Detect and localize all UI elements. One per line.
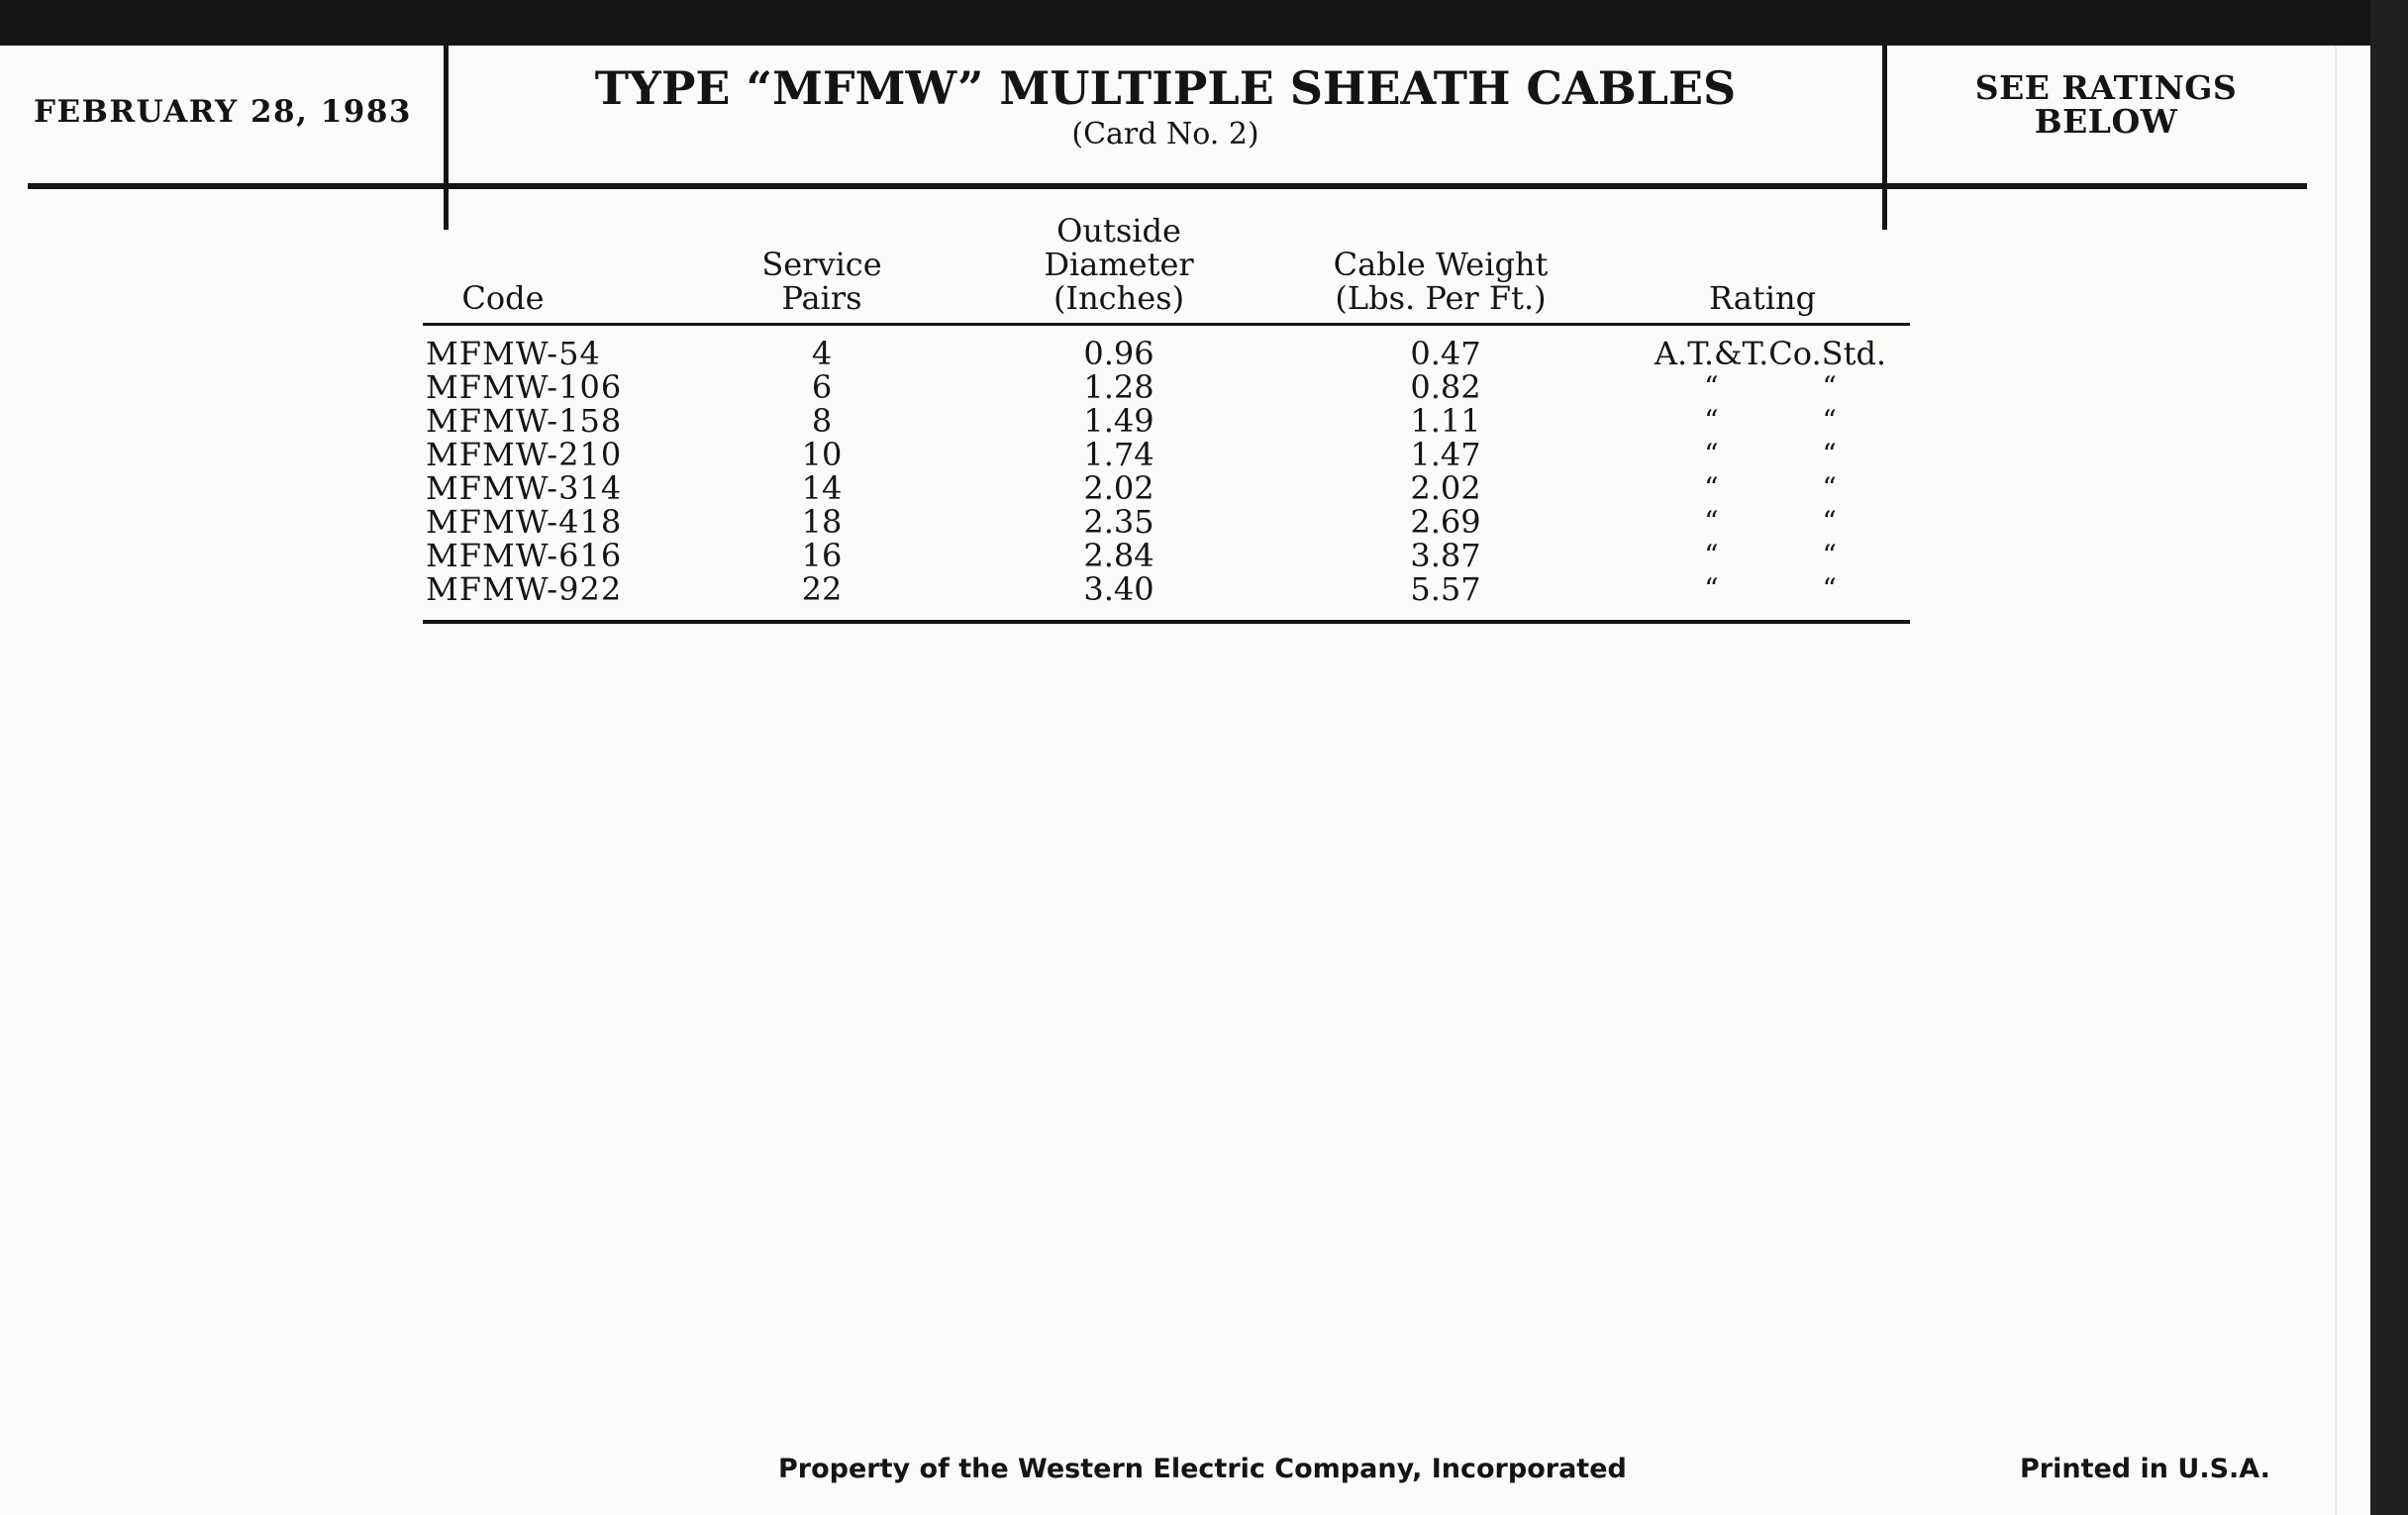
cell-rating-ditto: “ “ [1704, 404, 1837, 437]
cell-code: MFMW-418 [426, 503, 623, 541]
table-row [424, 572, 1909, 606]
cell-weight: 2.69 [1410, 503, 1481, 541]
footer-printed: Printed in U.S.A. [2020, 1454, 2270, 1484]
column-header-weight-line1: Cable Weight [1333, 246, 1549, 283]
cell-weight: 1.11 [1410, 402, 1481, 440]
cell-rating-ditto: “ “ [1704, 370, 1837, 403]
table-row [424, 505, 1909, 539]
card-subtitle: (Card No. 2) [1071, 117, 1259, 152]
cell-rating-ditto: “ “ [1704, 505, 1837, 538]
cell-diameter: 0.96 [1083, 335, 1154, 372]
cell-diameter: 2.02 [1083, 469, 1154, 507]
column-header-weight [1287, 248, 1594, 315]
cell-pairs: 8 [811, 402, 833, 440]
cell-diameter: 1.28 [1083, 368, 1154, 406]
column-header-rating [1663, 281, 1861, 315]
table-row [424, 471, 1909, 505]
cell-pairs: 4 [811, 335, 833, 372]
column-header-pairs-line1: Service [761, 246, 882, 283]
cell-weight: 0.47 [1410, 335, 1481, 372]
table-row [424, 404, 1909, 438]
cell-pairs: 18 [801, 503, 843, 541]
card-date: FEBRUARY 28, 1983 [34, 94, 412, 130]
header-rule [28, 183, 2307, 189]
cell-diameter: 3.40 [1083, 570, 1154, 608]
cell-code: MFMW-616 [426, 537, 623, 574]
table-rule-bottom [423, 620, 1910, 624]
cell-rating-ditto: “ “ [1704, 471, 1837, 504]
table-row [424, 337, 1909, 370]
footer-property: Property of the Western Electric Company, Incorporated [778, 1454, 1627, 1484]
cell-weight: 3.87 [1410, 537, 1481, 574]
ratings-note-line1: SEE RATINGS [1974, 68, 2238, 107]
cell-diameter: 2.84 [1083, 537, 1154, 574]
cell-rating-ditto: “ “ [1704, 572, 1837, 605]
cell-rating-ditto: “ “ [1704, 539, 1837, 571]
column-header-pairs [723, 248, 921, 315]
cell-pairs: 6 [811, 368, 833, 406]
table-row [424, 438, 1909, 471]
column-header-code-label: Code [461, 279, 545, 317]
column-header-diameter [1020, 214, 1218, 315]
card-edge-shadow [2335, 46, 2337, 1515]
column-header-diameter-line3: (Inches) [1053, 279, 1185, 317]
cell-weight: 0.82 [1410, 368, 1481, 406]
column-header-diameter-line2: Diameter [1044, 246, 1194, 283]
cell-diameter: 1.49 [1083, 402, 1154, 440]
ratings-note-line2: BELOW [2034, 102, 2178, 141]
cell-pairs: 14 [801, 469, 843, 507]
cell-rating: A.T.&T.Co.Std. [1654, 335, 1887, 372]
cell-pairs: 16 [801, 537, 843, 574]
cable-table [424, 337, 1909, 606]
cell-weight: 1.47 [1410, 436, 1481, 473]
cell-diameter: 1.74 [1083, 436, 1154, 473]
column-header-code [436, 281, 570, 315]
cell-code: MFMW-210 [426, 436, 623, 473]
ratings-note [1887, 68, 2325, 141]
scan-border-top [0, 0, 2408, 46]
table-row [424, 370, 1909, 404]
cell-weight: 2.02 [1410, 469, 1481, 507]
cell-rating-ditto: “ “ [1704, 438, 1837, 470]
column-header-weight-line2: (Lbs. Per Ft.) [1335, 279, 1547, 317]
cell-code: MFMW-922 [426, 570, 623, 608]
cell-diameter: 2.35 [1083, 503, 1154, 541]
column-header-rating-label: Rating [1708, 279, 1817, 317]
cell-code: MFMW-314 [426, 469, 623, 507]
cell-code: MFMW-106 [426, 368, 623, 406]
table-rule-top [423, 323, 1910, 326]
column-header-diameter-line1: Outside [1056, 212, 1181, 250]
cell-code: MFMW-158 [426, 402, 623, 440]
cell-pairs: 22 [801, 570, 843, 608]
cell-pairs: 10 [801, 436, 843, 473]
column-header-pairs-line2: Pairs [781, 279, 862, 317]
scan-border-right [2370, 0, 2408, 1515]
cell-weight: 5.57 [1410, 570, 1481, 608]
table-row [424, 539, 1909, 572]
cell-code: MFMW-54 [426, 335, 601, 372]
card-title: TYPE “MFMW” MULTIPLE SHEATH CABLES [594, 61, 1737, 115]
